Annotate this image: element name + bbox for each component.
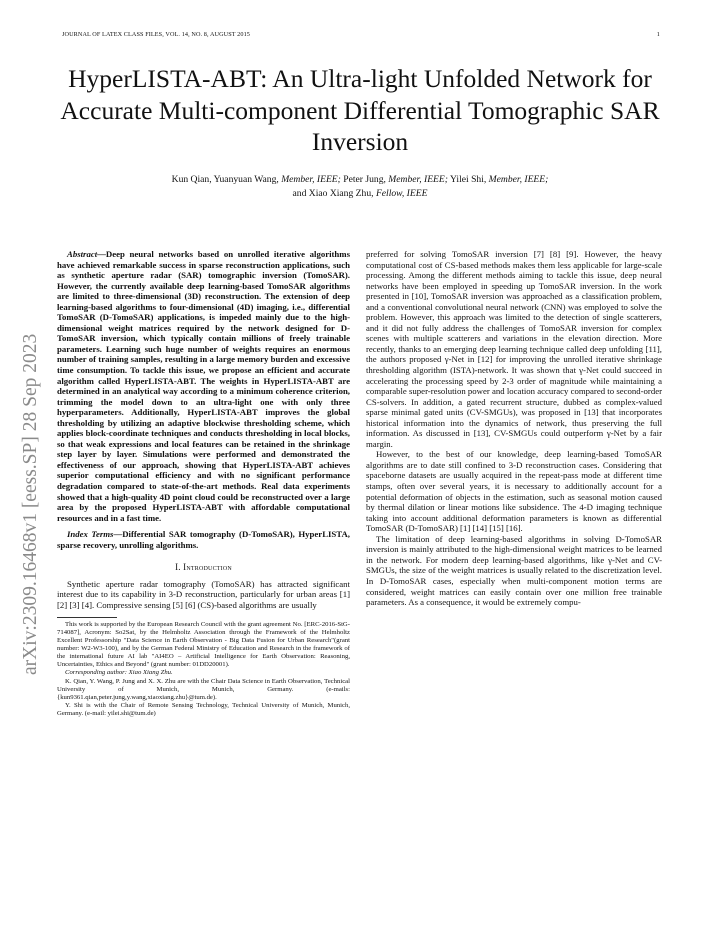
author-1-role: Member, IEEE;	[281, 174, 341, 185]
arxiv-stamp: arXiv:2309.16468v1 [eess.SP] 28 Sep 2023	[20, 333, 41, 675]
footnote-corresponding: Corresponding author: Xiao Xiang Zhu.	[65, 669, 173, 677]
abstract	[57, 249, 350, 523]
footnote-affiliation-2: Y. Shi is with the Chair of Remote Sensing Technology, Technical University of Munich, Munich, Germany. (e-mail: yilei.shi@tum.de)	[57, 702, 350, 718]
index-terms	[57, 529, 350, 550]
journal-line: JOURNAL OF LATEX CLASS FILES, VOL. 14, NO. 8, AUGUST 2015	[62, 31, 250, 38]
index-terms-label: Index Terms	[67, 529, 114, 540]
author-2-role: Member, IEEE;	[388, 174, 448, 185]
footnotes	[57, 621, 350, 719]
running-header	[62, 31, 660, 43]
right-paragraph-2: However, to the best of our knowledge, deep learning-based TomoSAR algorithms are to date still confined to 3-D reconstruction cases. Considering that spaceborne datasets are usually acquired in the repeat-pass mode at different time stamps, often over several years, it is necessary to additionally account for a potential deformation of objects in the estimation, such as seasonal motion caused by thermal dilation or linear motions like subsidence. The 4-D imaging technique taking into account additional deformation parameters is known as differential TomoSAR (D-TomoSAR) [1] [14] [15] [16].	[366, 449, 662, 534]
author-list	[60, 173, 660, 201]
footnote-divider	[57, 617, 117, 618]
right-column	[366, 249, 662, 608]
author-1: Kun Qian, Yuanyuan Wang,	[171, 174, 282, 185]
section-heading-introduction: I. Introduction	[175, 562, 232, 573]
index-terms-text: —Differential SAR tomography (D-TomoSAR), HyperLISTA, sparse recovery, unrolling algorithms.	[57, 529, 350, 550]
author-3-role: Member, IEEE;	[488, 174, 549, 185]
paper-title: HyperLISTA-ABT: An Ultra-light Unfolded Network for Accurate Multi-component Differential Tomographic SAR Inversion	[60, 64, 660, 156]
author-3: Yilei Shi,	[447, 174, 489, 185]
right-paragraph-1: preferred for solving TomoSAR inversion [7] [8] [9]. However, the heavy computational cost of CS-based methods makes them less applicable for large-scale processing. Among the different methods aiming to tackle this issue, deep neural networks have been employed in speeding up TomoSAR inversion. In the work presented in [10], TomoSAR inversion was approached as a classification problem, and a conventional convolutional neural network (CNN) was employed to solve the problem. However, this approach was limited to the detection of single scatterers, and it did not fully address the challenges of TomoSAR inversion for complex scenes with multiple scatterers and variations in the elevation direction. More recently, thanks to an emerging deep learning technique called deep unfolding [11], the authors proposed γ-Net in [12] for improving the unrolled iterative shrinkage thresholding algorithm (ISTA)-network. It was shown that γ-Net could succeed in accelerating the processing speed by 2-3 order of magnitude while maintaining a comparable super-resolution power and location accuracy compared to second-order CS-solvers. In addition, a gated recurrent structure, dubbed as complex-valued sparse minimal gated units (CV-SMGUs), was proposed in [13] that incorporates historical information into the dynamics of network, thus preserving the full information. As discussed in [13], CV-SMGUs could outperform γ-Net by a fair margin.	[366, 249, 662, 449]
footnote-funding: This work is supported by the European Research Council with the grant agreement No. [ERC-2016-StG-714087], Acronym: So2Sat, by the Helmholtz Association through the Framework of the Helmholtz Excellent Professorship "Data Science in Earth Observation - Big Data Fusion for Urban Research"(grant number: W2-W3-100), and by the German Federal Ministry of Education and Research in the framework of the international future AI lab "AI4EO – Artificial Intelligence for Earth Observation: Reasoning, Uncertainties, Ethics and Beyond" (grant number: 01DD20001).	[57, 620, 350, 669]
page-number: 1	[656, 31, 660, 38]
intro-paragraph-1: Synthetic aperture radar tomography (TomoSAR) has attracted significant interest due to its capability in 3-D reconstruction, particularly for urban areas [1] [2] [3] [4]. Compressive sensing [5] [6] (CS)-based algorithms are usually	[57, 578, 350, 610]
author-2: Peter Jung,	[340, 174, 389, 185]
abstract-text: —Deep neural networks based on unrolled iterative algorithms have achieved remarkable success in sparse reconstruction applications, such as synthetic aperture radar (SAR) tomographic inversion (TomoSAR). However, the currently available deep learning-based TomoSAR algorithms are limited to three-dimensional (3D) reconstruction. The extension of deep learning-based algorithms to four-dimensional (4D) imaging, i.e., differential TomoSAR (D-TomoSAR) applications, is impeded mainly due to the high-dimensional weight matrices required by the network designed for D-TomoSAR inversion, which typically contain millions of freely trainable parameters. Learning such huge number of weights requires an enormous number of training samples, resulting in a large memory burden and excessive time consumption. To tackle this issue, we propose an efficient and accurate algorithm called HyperLISTA-ABT. The weights in HyperLISTA-ABT are determined in an analytical way according to a minimum coherence criterion, trimming the model down to an ultra-light one with only three hyperparameters. Additionally, HyperLISTA-ABT improves the global thresholding by utilizing an adaptive blockwise thresholding scheme, which applies block-coordinate techniques and conducts thresholding in local blocks, so that weak expressions and local features can be retained in the shrinkage step layer by layer. Simulations were performed and demonstrated the effectiveness of our approach, showing that HyperLISTA-ABT achieves superior computational efficiency and with no significant performance degradation compared to state-of-the-art methods. Real data experiments showed that a high-quality 4D point cloud could be reconstructed over a large area by the proposed HyperLISTA-ABT with affordable computational resources and in a fast time.	[57, 249, 350, 523]
left-column	[57, 249, 350, 718]
abstract-label: Abstract	[67, 249, 98, 259]
author-4: and Xiao Xiang Zhu,	[292, 188, 376, 199]
author-4-role: Fellow, IEEE	[375, 188, 428, 199]
footnote-affiliation-1: K. Qian, Y. Wang, P. Jung and X. X. Zhu are with the Chair Data Science in Earth Observation, Technical University of Munich, Munich, Germany. (e-mails: {kun9361.qian,peter.jung,y.wang,xiaoxiang.zhu}@tum.de).	[57, 677, 350, 701]
right-paragraph-3: The limitation of deep learning-based algorithms in solving D-TomoSAR inversion is mainly attributed to the high-dimensional weight matrices to be learned in the network. For modern deep learning-based algorithms, like γ-Net and CV-SMGUs, the size of the weight matrices is usually related to the discretization level. In D-TomoSAR cases, especially when multi-component motion terms are considered, weight matrices can easily contain over one million free trainable parameters. As a consequence, it would be extremely compu-	[366, 533, 662, 608]
